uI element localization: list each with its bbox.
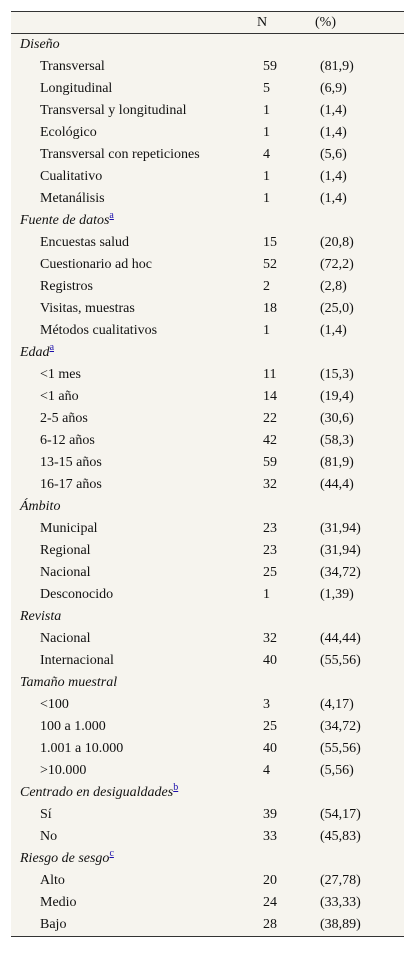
row-percent: (15,3) [320, 367, 354, 382]
row-count: 5 [263, 81, 270, 96]
row-label: Cualitativo [40, 169, 103, 184]
group-row [11, 848, 404, 870]
footnote-link[interactable]: a [49, 342, 55, 353]
row-percent: (55,56) [320, 741, 361, 756]
row-percent: (6,9) [320, 81, 347, 96]
row-count: 23 [263, 543, 277, 558]
study-characteristics-table-container [11, 11, 404, 937]
row-label: 6-12 años [40, 433, 95, 448]
row-count: 1 [263, 191, 270, 206]
row-label: Ecológico [40, 125, 97, 140]
row-label: Internacional [40, 653, 114, 668]
footnote-marker [50, 342, 54, 353]
row-count: 22 [263, 411, 277, 426]
row-percent: (4,17) [320, 697, 354, 712]
row-percent: (1,4) [320, 323, 347, 338]
row-label: Transversal con repeticiones [40, 147, 200, 162]
table-row [11, 408, 404, 430]
row-count: 59 [263, 455, 277, 470]
row-percent: (1,39) [320, 587, 354, 602]
row-label: 100 a 1.000 [40, 719, 106, 734]
row-label: Métodos cualitativos [40, 323, 158, 338]
row-percent: (5,6) [320, 147, 347, 162]
row-count: 1 [263, 323, 270, 338]
row-label: Regional [40, 543, 91, 558]
row-count: 24 [263, 895, 277, 910]
row-percent: (81,9) [320, 455, 354, 470]
row-label: <1 año [40, 389, 79, 404]
row-label: Transversal [40, 59, 105, 74]
group-title: Edad [20, 345, 50, 360]
row-label: Transversal y longitudinal [40, 103, 187, 118]
header-percent: (%) [315, 12, 404, 34]
row-percent: (33,33) [320, 895, 361, 910]
row-count: 3 [263, 697, 270, 712]
row-label: Alto [40, 873, 65, 888]
row-label: Desconocido [40, 587, 114, 602]
row-percent: (31,94) [320, 543, 361, 558]
table-row [11, 562, 404, 584]
table-row [11, 56, 404, 78]
row-count: 25 [263, 719, 277, 734]
group-row [11, 210, 404, 232]
group-row [11, 606, 404, 628]
row-percent: (1,4) [320, 103, 347, 118]
footnote-link[interactable]: a [109, 210, 114, 221]
row-count: 4 [263, 147, 270, 162]
table-row [11, 628, 404, 650]
group-title: Centrado en desigualdades [20, 785, 174, 800]
row-label: Bajo [40, 917, 67, 932]
row-count: 33 [263, 829, 277, 844]
table-header [11, 12, 404, 34]
row-label: 16-17 años [40, 477, 102, 492]
table-row [11, 914, 404, 936]
row-count: 1 [263, 587, 270, 602]
row-label: Cuestionario ad hoc [40, 257, 152, 272]
row-count: 1 [263, 103, 270, 118]
row-percent: (81,9) [320, 59, 354, 74]
table-row [11, 694, 404, 716]
row-count: 1 [263, 125, 270, 140]
group-title: Riesgo de sesgo [20, 851, 110, 866]
row-count: 32 [263, 477, 277, 492]
group-title: Diseño [20, 37, 60, 52]
row-count: 20 [263, 873, 277, 888]
row-percent: (54,17) [320, 807, 361, 822]
group-title: Revista [20, 609, 62, 624]
group-title: Tamaño muestral [20, 675, 118, 690]
row-percent: (55,56) [320, 653, 361, 668]
table-row [11, 474, 404, 496]
table-row [11, 232, 404, 254]
row-percent: (31,94) [320, 521, 361, 536]
group-row [11, 342, 404, 364]
group-title-cell [11, 782, 404, 804]
group-title: Ámbito [20, 499, 61, 514]
table-row [11, 870, 404, 892]
row-count: 42 [263, 433, 277, 448]
table-row [11, 364, 404, 386]
row-percent: (34,72) [320, 565, 361, 580]
row-label: Medio [40, 895, 77, 910]
table-body [11, 34, 404, 937]
row-count: 40 [263, 741, 277, 756]
row-percent: (1,4) [320, 125, 347, 140]
group-title-cell [11, 606, 404, 628]
group-title-cell [11, 848, 404, 870]
row-count: 15 [263, 235, 277, 250]
table-row [11, 386, 404, 408]
table-row [11, 100, 404, 122]
row-count: 28 [263, 917, 277, 932]
row-percent: (1,4) [320, 169, 347, 184]
table-row [11, 188, 404, 210]
row-label: No [40, 829, 58, 844]
table-row [11, 518, 404, 540]
header-blank-cell [11, 12, 257, 34]
group-row [11, 782, 404, 804]
row-percent: (45,83) [320, 829, 361, 844]
row-label: <1 mes [40, 367, 81, 382]
table-row [11, 254, 404, 276]
table-row [11, 144, 404, 166]
table-row [11, 826, 404, 848]
table-row [11, 716, 404, 738]
row-label: 2-5 años [40, 411, 88, 426]
row-label: Metanálisis [40, 191, 105, 206]
row-percent: (5,56) [320, 763, 354, 778]
row-label: Visitas, muestras [40, 301, 135, 316]
row-percent: (30,6) [320, 411, 354, 426]
footnote-link[interactable]: c [109, 848, 114, 859]
row-label: >10.000 [40, 763, 87, 778]
table-row [11, 122, 404, 144]
row-label: Municipal [40, 521, 98, 536]
header-n: N [257, 12, 315, 34]
table-row [11, 804, 404, 826]
group-row [11, 672, 404, 694]
row-label: Sí [40, 807, 52, 822]
table-row [11, 78, 404, 100]
row-count: 39 [263, 807, 277, 822]
table-row [11, 760, 404, 782]
row-count: 2 [263, 279, 270, 294]
footnote-link[interactable]: b [173, 782, 179, 793]
row-label: 13-15 años [40, 455, 102, 470]
table-row [11, 430, 404, 452]
row-count: 40 [263, 653, 277, 668]
table-row [11, 584, 404, 606]
row-label: 1.001 a 10.000 [40, 741, 124, 756]
row-label: <100 [40, 697, 69, 712]
table-row [11, 276, 404, 298]
row-count: 18 [263, 301, 277, 316]
table-row [11, 738, 404, 760]
row-percent: (44,44) [320, 631, 361, 646]
table-row [11, 320, 404, 342]
row-percent: (25,0) [320, 301, 354, 316]
row-count: 11 [263, 367, 277, 382]
row-percent: (20,8) [320, 235, 354, 250]
row-percent: (44,4) [320, 477, 354, 492]
row-percent: (34,72) [320, 719, 361, 734]
row-count: 59 [263, 59, 277, 74]
table-row [11, 166, 404, 188]
study-characteristics-table [11, 12, 404, 936]
table-row [11, 892, 404, 914]
footnote-marker [173, 782, 178, 793]
row-count: 14 [263, 389, 277, 404]
row-count: 1 [263, 169, 270, 184]
row-count: 4 [263, 763, 270, 778]
row-label: Longitudinal [40, 81, 113, 96]
group-title-cell [11, 210, 404, 232]
row-percent: (19,4) [320, 389, 354, 404]
group-row [11, 34, 404, 57]
group-title-cell [11, 672, 404, 694]
table-row [11, 540, 404, 562]
row-percent: (58,3) [320, 433, 354, 448]
group-title-cell [11, 342, 404, 364]
row-percent: (1,4) [320, 191, 347, 206]
group-title-cell [11, 496, 404, 518]
row-label: Encuestas salud [40, 235, 130, 250]
group-row [11, 496, 404, 518]
row-count: 52 [263, 257, 277, 272]
footnote-marker [109, 848, 113, 859]
row-percent: (38,89) [320, 917, 361, 932]
row-count: 32 [263, 631, 277, 646]
row-percent: (27,78) [320, 873, 361, 888]
row-count: 25 [263, 565, 277, 580]
group-title: Fuente de datos [20, 213, 110, 228]
row-count: 23 [263, 521, 277, 536]
row-label: Nacional [40, 631, 91, 646]
table-row [11, 650, 404, 672]
table-row [11, 452, 404, 474]
group-title-cell [11, 34, 404, 57]
row-percent: (72,2) [320, 257, 354, 272]
footnote-marker [109, 210, 113, 221]
table-row [11, 298, 404, 320]
row-label: Nacional [40, 565, 91, 580]
row-label: Registros [40, 279, 93, 294]
row-percent: (2,8) [320, 279, 347, 294]
